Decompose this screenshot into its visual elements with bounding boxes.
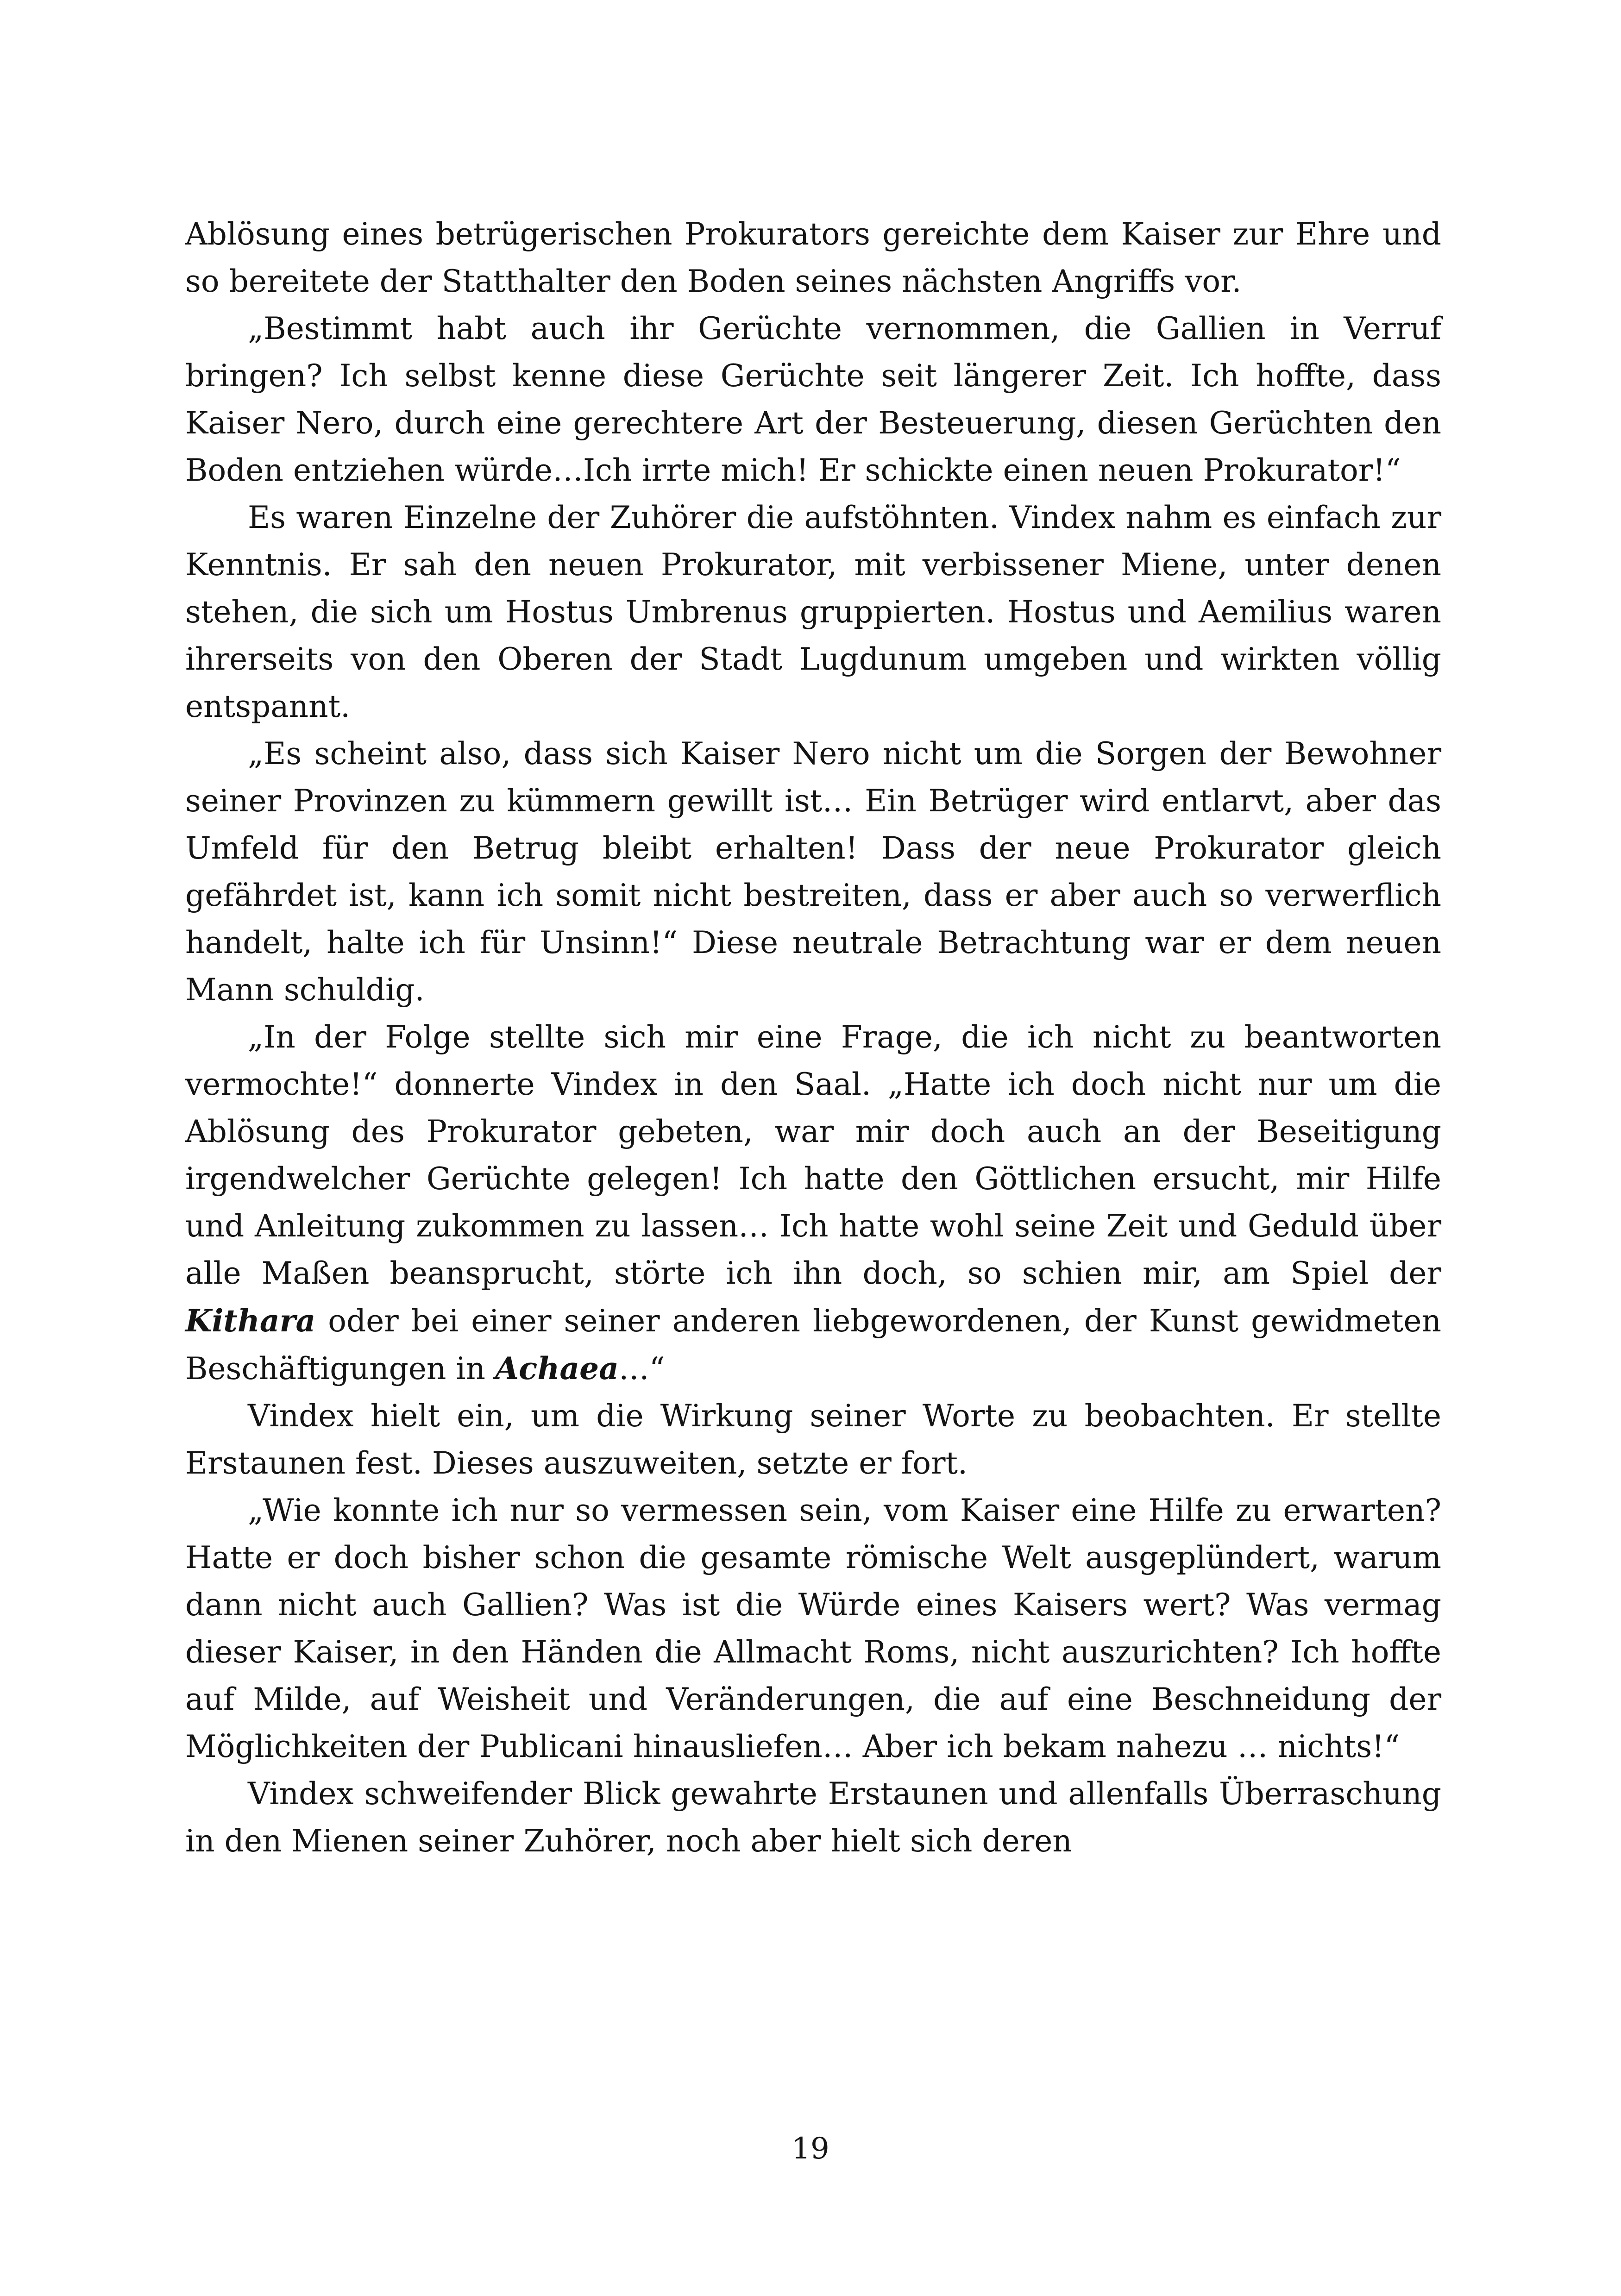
text-segment: oder bei einer seiner anderen liebgewordenen, der Kunst gewidmeten Beschäftigungen in [185, 1303, 1441, 1386]
text-segment: Vindex schweifender Blick gewahrte Erstaunen und allenfalls Überraschung in den Mienen seiner Zuhörer, noch aber hielt sich deren [185, 1776, 1441, 1859]
emphasized-text: Achaea [495, 1350, 619, 1386]
text-segment: Es waren Einzelne der Zuhörer die aufstöhnten. Vindex nahm es einfach zur Kenntnis. Er sah den neuen Prokurator, mit verbissener Miene, unter denen stehen, die sich um Hostus Umbrenus gruppierten. Hostus und Aemilius waren ihrerseits von den Oberen der Stadt Lugdunum umgeben und wirkten völlig entspannt. [185, 500, 1441, 724]
text-segment: Vindex hielt ein, um die Wirkung seiner Worte zu beobachten. Er stellte Erstaunen fest. Dieses auszuweiten, setzte er fort. [185, 1398, 1441, 1481]
paragraph [185, 1487, 1441, 1770]
paragraph [185, 305, 1441, 494]
text-segment: „Es scheint also, dass sich Kaiser Nero nicht um die Sorgen der Bewohner seiner Provinzen zu kümmern gewillt ist… Ein Betrüger wird entlarvt, aber das Umfeld für den Betrug bleibt erhalten! Dass der neue Prokurator gleich gefährdet ist, kann ich somit nicht bestreiten, dass er aber auch so verwerflich handelt, halte ich für Unsinn!“ Diese neutrale Betrachtung war er dem neuen Mann schuldig. [185, 736, 1441, 1008]
paragraph [185, 730, 1441, 1014]
paragraph [185, 211, 1441, 305]
emphasized-text: Kithara [185, 1303, 316, 1339]
text-segment: Ablösung eines betrügerischen Prokurators gereichte dem Kaiser zur Ehre und so bereitete der Statthalter den Boden seines nächsten Angriffs vor. [185, 216, 1441, 299]
text-segment: „Wie konnte ich nur so vermessen sein, vom Kaiser eine Hilfe zu erwarten? Hatte er doch bisher schon die gesamte römische Welt ausgeplündert, warum dann nicht auch Gallien? Was ist die Würde eines Kaisers wert? Was vermag dieser Kaiser, in den Händen die Allmacht Roms, nicht auszurichten? Ich hoffte auf Milde, auf Weisheit und Veränderungen, die auf eine Beschneidung der Möglichkeiten der Publicani hinausliefen… Aber ich bekam nahezu … nichts!“ [185, 1493, 1441, 1764]
page-number: 19 [792, 2132, 829, 2166]
text-block [185, 211, 1441, 1865]
paragraph [185, 1014, 1441, 1393]
paragraph [185, 494, 1441, 730]
text-segment: „In der Folge stellte sich mir eine Frage, die ich nicht zu beantworten vermochte!“ donnerte Vindex in den Saal. „Hatte ich doch nicht nur um die Ablösung des Prokurator gebeten, war mir doch auch an der Beseitigung irgendwelcher Gerüchte gelegen! Ich hatte den Göttlichen ersucht, mir Hilfe und Anleitung zukommen zu lassen… Ich hatte wohl seine Zeit und Geduld über alle Maßen beansprucht, störte ich ihn doch, so schien mir, am Spiel der [185, 1019, 1441, 1291]
text-segment: …“ [618, 1351, 665, 1386]
paragraph [185, 1393, 1441, 1487]
text-segment: „Bestimmt habt auch ihr Gerüchte vernommen, die Gallien in Verruf bringen? Ich selbst kenne diese Gerüchte seit längerer Zeit. Ich hoffte, dass Kaiser Nero, durch eine gerechtere Art der Besteuerung, diesen Gerüchten den Boden entziehen würde…Ich irrte mich! Er schickte einen neuen Prokurator!“ [185, 311, 1441, 488]
paragraph [185, 1770, 1441, 1865]
